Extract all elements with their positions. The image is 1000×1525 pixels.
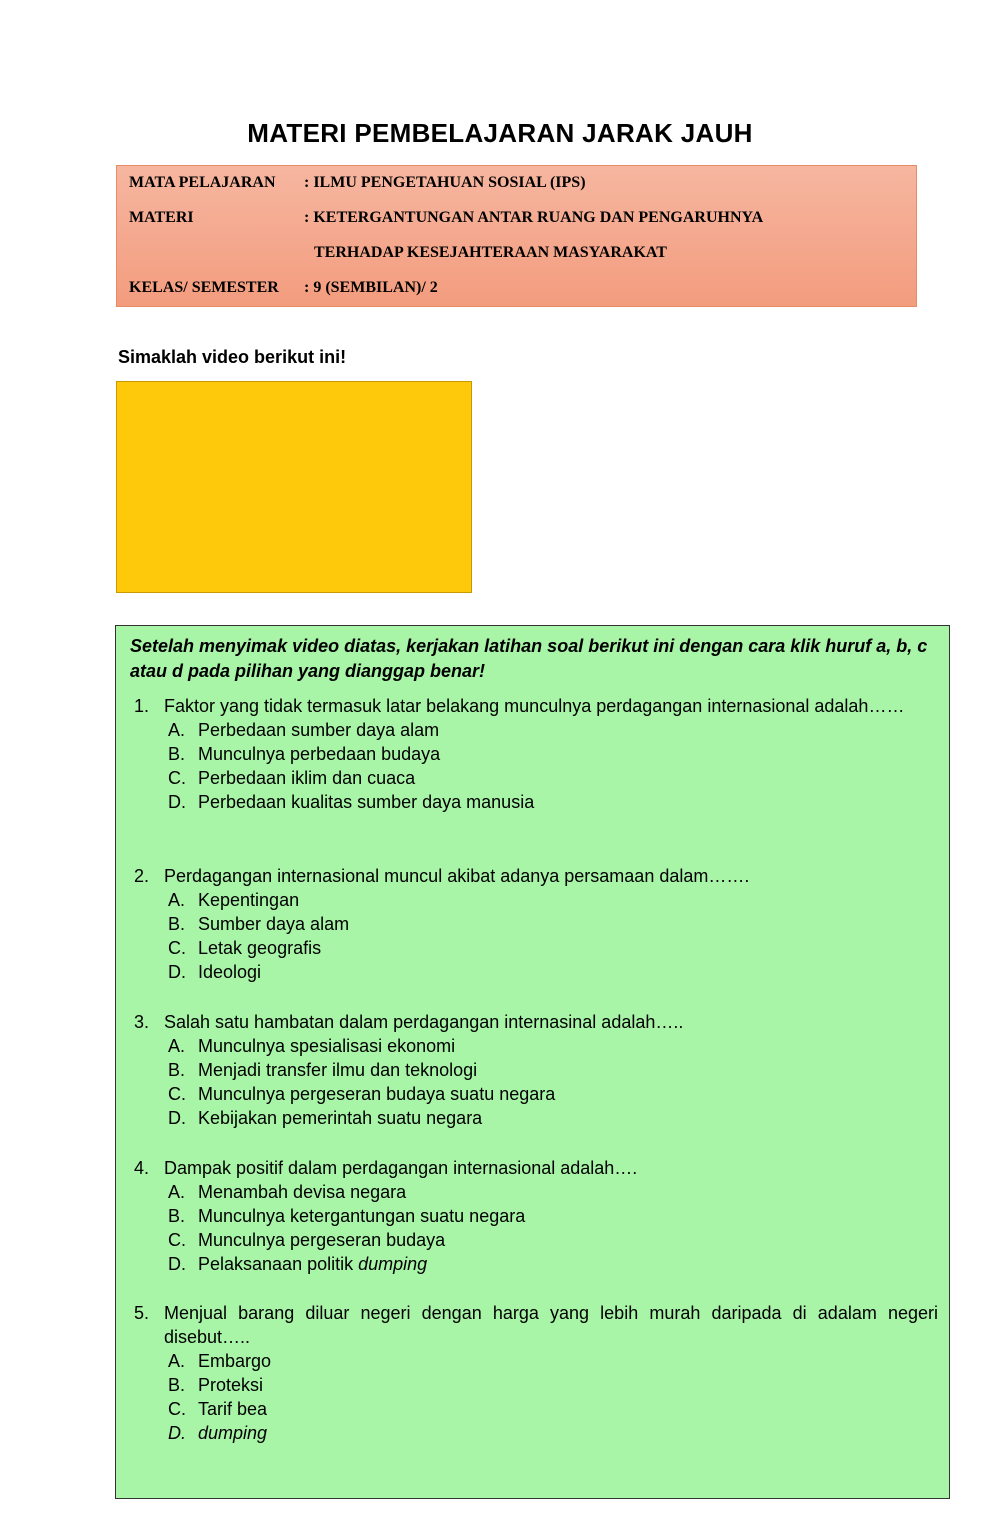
option-letter[interactable]: D. — [168, 792, 186, 812]
option-text: Menambah devisa negara — [198, 1182, 407, 1202]
option-letter[interactable]: A. — [168, 890, 186, 910]
kelas-value: : 9 (SEMBILAN)/ 2 — [304, 279, 438, 296]
question-text: Faktor yang tidak termasuk latar belakang munculnya perdagangan internasional adalah…… — [164, 696, 905, 716]
option-5b[interactable] — [168, 1373, 938, 1397]
question-5 — [134, 1301, 938, 1445]
question-3 — [134, 1010, 938, 1130]
option-4c[interactable] — [168, 1228, 938, 1252]
option-3a[interactable] — [168, 1034, 938, 1058]
option-text: Sumber daya alam — [198, 914, 350, 934]
video-placeholder[interactable] — [116, 381, 472, 593]
option-letter[interactable]: C. — [168, 1230, 186, 1250]
option-text: Embargo — [198, 1351, 272, 1371]
subject-info-box — [116, 165, 917, 307]
option-letter[interactable]: B. — [168, 1375, 186, 1395]
materi-label: MATERI — [129, 209, 194, 226]
option-5c[interactable] — [168, 1397, 938, 1421]
option-2a[interactable] — [168, 888, 938, 912]
question-number: 1. — [134, 696, 150, 716]
option-letter[interactable]: D. — [168, 1254, 186, 1274]
question-text: Menjual barang diluar negeri dengan harga yang lebih murah daripada di adalam negeri disebut….. — [164, 1303, 938, 1347]
option-letter[interactable]: B. — [168, 1206, 186, 1226]
quiz-instructions: Setelah menyimak video diatas, kerjakan latihan soal berikut ini dengan cara klik huruf a, b, c atau d pada pilihan yang dianggap benar! — [130, 636, 928, 681]
option-letter[interactable]: B. — [168, 744, 186, 764]
page-title: MATERI PEMBELAJARAN JARAK JAUH — [247, 118, 753, 148]
option-text: Munculnya pergeseran budaya suatu negara — [198, 1084, 556, 1104]
option-4d[interactable] — [168, 1252, 938, 1276]
option-1a[interactable] — [168, 718, 938, 742]
question-4 — [134, 1156, 938, 1276]
option-letter[interactable]: B. — [168, 1060, 186, 1080]
mapel-value: : ILMU PENGETAHUAN SOSIAL (IPS) — [304, 174, 586, 191]
option-1d[interactable] — [168, 790, 938, 814]
option-letter[interactable]: D. — [168, 962, 186, 982]
option-3c[interactable] — [168, 1082, 938, 1106]
option-text: Kebijakan pemerintah suatu negara — [198, 1108, 483, 1128]
materi-value: : KETERGANTUNGAN ANTAR RUANG DAN PENGARUHNYA — [304, 209, 764, 226]
option-letter[interactable]: A. — [168, 1351, 186, 1371]
option-text: Kepentingan — [198, 890, 300, 910]
option-letter[interactable]: C. — [168, 768, 186, 788]
option-2c[interactable] — [168, 936, 938, 960]
question-text: Dampak positif dalam perdagangan internasional adalah…. — [164, 1158, 638, 1178]
option-text-main: Pelaksanaan politik — [198, 1254, 354, 1274]
quiz-box — [115, 625, 950, 1499]
option-text: Letak geografis — [198, 938, 322, 958]
option-4b[interactable] — [168, 1204, 938, 1228]
option-text: Perbedaan kualitas sumber daya manusia — [198, 792, 535, 812]
kelas-label: KELAS/ SEMESTER — [129, 279, 279, 296]
question-number: 2. — [134, 866, 150, 886]
option-text — [198, 1252, 427, 1276]
question-text: Salah satu hambatan dalam perdagangan internasinal adalah….. — [164, 1012, 684, 1032]
question-number: 4. — [134, 1158, 150, 1178]
option-2b[interactable] — [168, 912, 938, 936]
option-letter[interactable]: C. — [168, 938, 186, 958]
option-text: Munculnya ketergantungan suatu negara — [198, 1206, 526, 1226]
option-4a[interactable] — [168, 1180, 938, 1204]
option-3b[interactable] — [168, 1058, 938, 1082]
option-text: Perbedaan sumber daya alam — [198, 720, 440, 740]
option-text: Munculnya perbedaan budaya — [198, 744, 441, 764]
question-number: 5. — [134, 1303, 150, 1323]
option-1b[interactable] — [168, 742, 938, 766]
option-3d[interactable] — [168, 1106, 938, 1130]
materi-value-continued: TERHADAP KESEJAHTERAAN MASYARAKAT — [314, 244, 667, 261]
option-5a[interactable] — [168, 1349, 938, 1373]
mapel-label: MATA PELAJARAN — [129, 174, 276, 191]
option-letter[interactable]: A. — [168, 1182, 186, 1202]
option-5d[interactable] — [168, 1421, 938, 1445]
option-letter[interactable]: D. — [168, 1108, 186, 1128]
option-text-italic: dumping — [358, 1254, 428, 1274]
option-letter[interactable]: A. — [168, 1036, 186, 1056]
question-number: 3. — [134, 1012, 150, 1032]
question-text: Perdagangan internasional muncul akibat adanya persamaan dalam……. — [164, 866, 750, 886]
option-text: Munculnya pergeseran budaya — [198, 1230, 446, 1250]
video-instruction: Simaklah video berikut ini! — [118, 347, 347, 367]
option-2d[interactable] — [168, 960, 938, 984]
option-text: dumping — [198, 1423, 268, 1443]
option-text: Munculnya spesialisasi ekonomi — [198, 1036, 456, 1056]
option-text: Perbedaan iklim dan cuaca — [198, 768, 416, 788]
option-letter[interactable]: B. — [168, 914, 186, 934]
option-letter[interactable]: D. — [168, 1423, 186, 1443]
question-2 — [134, 864, 938, 984]
option-letter[interactable]: C. — [168, 1399, 186, 1419]
question-1 — [134, 694, 938, 814]
option-text: Menjadi transfer ilmu dan teknologi — [198, 1060, 478, 1080]
option-1c[interactable] — [168, 766, 938, 790]
option-text: Ideologi — [198, 962, 262, 982]
option-text: Proteksi — [198, 1375, 264, 1395]
option-text: Tarif bea — [198, 1399, 268, 1419]
option-letter[interactable]: A. — [168, 720, 186, 740]
option-letter[interactable]: C. — [168, 1084, 186, 1104]
